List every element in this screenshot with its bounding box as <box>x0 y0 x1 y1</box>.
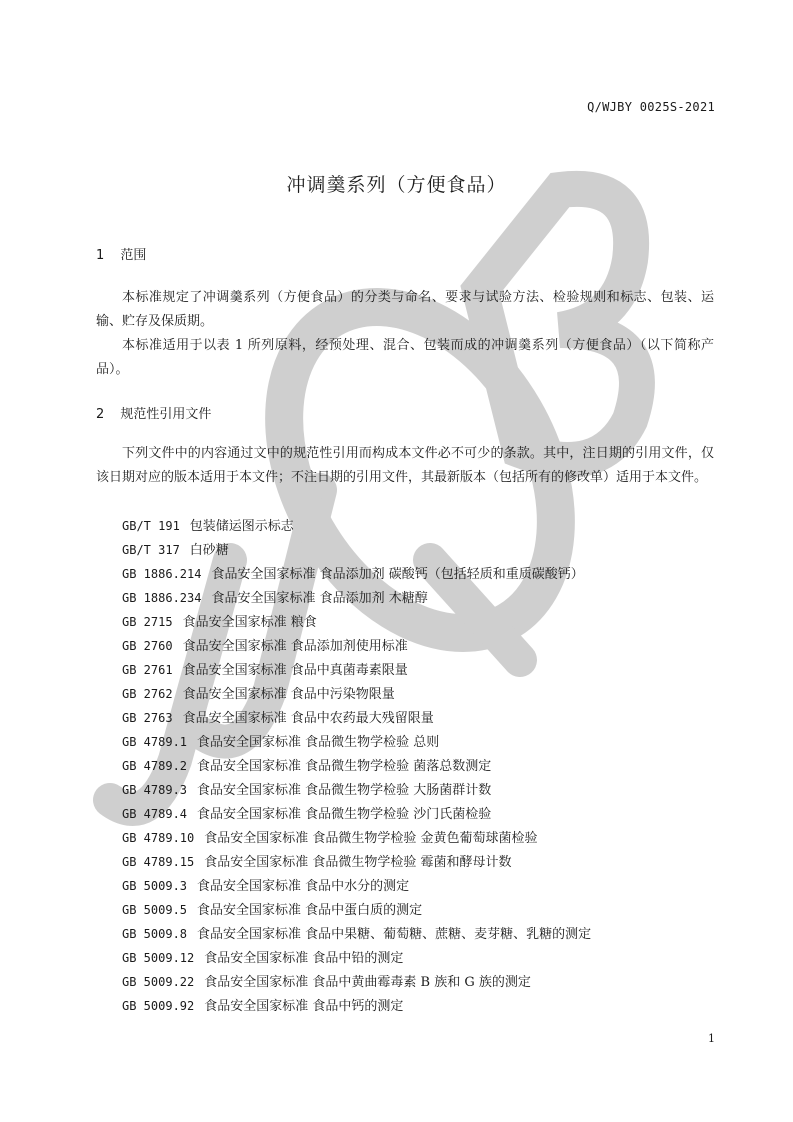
reference-title: 食品安全国家标准 粮食 <box>182 615 317 630</box>
reference-code: GB 5009.5 <box>122 903 188 917</box>
reference-code: GB 4789.10 <box>122 831 195 845</box>
reference-code: GB 5009.12 <box>122 951 195 965</box>
reference-title: 食品安全国家标准 食品中水分的测定 <box>197 879 410 894</box>
reference-code: GB 2762 <box>122 687 173 701</box>
reference-title: 食品安全国家标准 食品中污染物限量 <box>182 687 395 702</box>
reference-title: 白砂糖 <box>189 543 229 558</box>
reference-code: GB 2761 <box>122 663 173 677</box>
reference-title: 食品安全国家标准 食品添加剂 木糖醇 <box>211 591 428 606</box>
reference-item <box>122 850 591 874</box>
section-title: 规范性引用文件 <box>120 407 212 422</box>
reference-item <box>122 922 591 946</box>
reference-item <box>122 586 591 610</box>
reference-code: GB 1886.214 <box>122 567 202 581</box>
reference-item <box>122 898 591 922</box>
reference-item <box>122 562 591 586</box>
reference-code: GB 2763 <box>122 711 173 725</box>
reference-code: GB 5009.92 <box>122 999 195 1013</box>
reference-item <box>122 610 591 634</box>
reference-code: GB 4789.2 <box>122 759 188 773</box>
reference-item <box>122 706 591 730</box>
reference-code: GB/T 191 <box>122 519 180 533</box>
document-title: 冲调羹系列（方便食品） <box>286 174 507 196</box>
reference-item <box>122 946 591 970</box>
reference-item <box>122 538 591 562</box>
page-number: 1 <box>708 1032 715 1045</box>
reference-code: GB 5009.3 <box>122 879 188 893</box>
reference-item <box>122 634 591 658</box>
reference-title: 食品安全国家标准 食品微生物学检验 霉菌和酵母计数 <box>204 855 512 870</box>
reference-title: 食品安全国家标准 食品中农药最大残留限量 <box>182 711 434 726</box>
reference-title: 食品安全国家标准 食品中蛋白质的测定 <box>197 903 423 918</box>
reference-title: 食品安全国家标准 食品中钙的测定 <box>204 999 404 1014</box>
reference-code: GB 2760 <box>122 639 173 653</box>
reference-code: GB 4789.15 <box>122 855 195 869</box>
reference-title: 食品安全国家标准 食品中果糖、葡萄糖、蔗糖、麦芽糖、乳糖的测定 <box>197 927 592 942</box>
reference-item <box>122 754 591 778</box>
reference-title: 食品安全国家标准 食品微生物学检验 大肠菌群计数 <box>197 783 492 798</box>
document-code: Q/WJBY 0025S-2021 <box>587 100 715 114</box>
reference-item <box>122 682 591 706</box>
reference-title: 食品安全国家标准 食品中黄曲霉毒素 B 族和 G 族的测定 <box>204 975 531 990</box>
reference-item <box>122 802 591 826</box>
reference-item <box>122 970 591 994</box>
reference-title: 食品安全国家标准 食品中真菌毒素限量 <box>182 663 408 678</box>
section-heading-normative-references <box>96 403 211 422</box>
reference-code: GB 4789.3 <box>122 783 188 797</box>
section-number: 1 <box>96 248 105 263</box>
reference-item <box>122 874 591 898</box>
reference-title: 食品安全国家标准 食品微生物学检验 金黄色葡萄球菌检验 <box>204 831 538 846</box>
reference-item <box>122 658 591 682</box>
reference-code: GB 5009.8 <box>122 927 188 941</box>
reference-code: GB 2715 <box>122 615 173 629</box>
reference-code: GB 5009.22 <box>122 975 195 989</box>
section-heading-scope <box>96 244 146 263</box>
reference-code: GB 1886.234 <box>122 591 202 605</box>
scope-paragraph-2: 本标准适用于以表 1 所列原料，经预处理、混合、包装而成的冲调羹系列（方便食品）（以下简称产品）。 <box>96 338 714 377</box>
reference-item <box>122 778 591 802</box>
references-intro-paragraph: 下列文件中的内容通过文中的规范性引用而构成本文件必不可少的条款。其中，注日期的引用文件，仅该日期对应的版本适用于本文件；不注日期的引用文件，其最新版本（包括所有的修改单）适用于本文件。 <box>96 446 714 485</box>
reference-code: GB/T 317 <box>122 543 180 557</box>
reference-title: 食品安全国家标准 食品中铅的测定 <box>204 951 404 966</box>
reference-list <box>122 514 591 1018</box>
reference-code: GB 4789.1 <box>122 735 188 749</box>
scope-paragraph-1: 本标准规定了冲调羹系列（方便食品）的分类与命名、要求与试验方法、检验规则和标志、包装、运输、贮存及保质期。 <box>96 290 714 329</box>
reference-item <box>122 514 591 538</box>
reference-item <box>122 994 591 1018</box>
reference-code: GB 4789.4 <box>122 807 188 821</box>
reference-item <box>122 730 591 754</box>
reference-title: 包装储运图示标志 <box>189 519 294 534</box>
reference-item <box>122 826 591 850</box>
section-title: 范围 <box>120 248 147 263</box>
reference-title: 食品安全国家标准 食品微生物学检验 沙门氏菌检验 <box>197 807 492 822</box>
section-number: 2 <box>96 407 105 422</box>
reference-title: 食品安全国家标准 食品添加剂使用标准 <box>182 639 408 654</box>
reference-title: 食品安全国家标准 食品微生物学检验 菌落总数测定 <box>197 759 492 774</box>
reference-title: 食品安全国家标准 食品添加剂 碳酸钙（包括轻质和重质碳酸钙） <box>211 567 584 582</box>
reference-title: 食品安全国家标准 食品微生物学检验 总则 <box>197 735 440 750</box>
